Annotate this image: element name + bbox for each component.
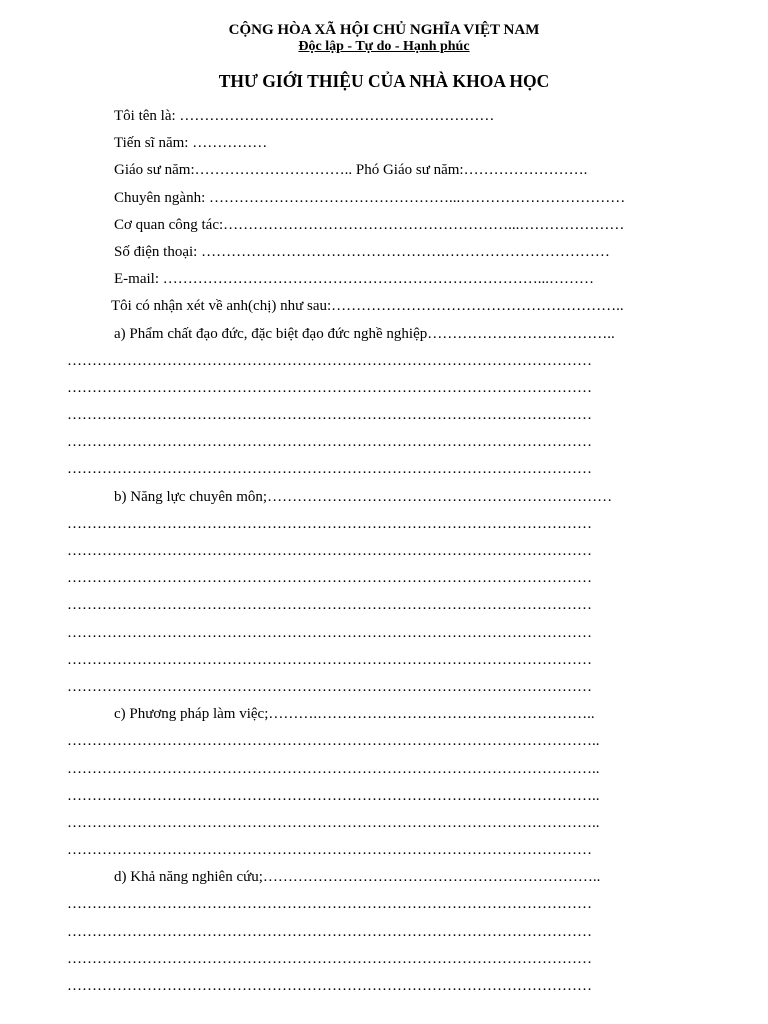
form-line-text: …………………………………………………………………………………………….. [67,814,600,831]
form-line-text: d) Khả năng nghiên cứu;………………………………………………………….. [114,869,601,886]
form-line-text: a) Phẩm chất đạo đức, đặc biệt đạo đức nghề nghiệp……………………………….. [114,325,615,342]
form-line [0,701,768,728]
form-line-text: Tôi có nhận xét về anh(chị) như sau:………………………………………………….. [111,298,624,315]
form-line [0,864,768,891]
form-line-text: …………………………………………………………………………………………… [67,570,592,587]
form-line [0,674,768,701]
form-line-text: Số điện thoại: ………………………………………….…………………………… [114,243,610,260]
form-line-text: …………………………………………………………………………………………….. [67,733,600,750]
form-line [0,130,768,157]
form-line [0,402,768,429]
form-line [0,321,768,348]
form-line [0,728,768,755]
form-line [0,266,768,293]
form-body [0,103,768,1000]
document-title: THƯ GIỚI THIỆU CỦA NHÀ KHOA HỌC [218,71,550,91]
form-line-text: …………………………………………………………………………………………… [67,624,592,641]
form-line-text: …………………………………………………………………………………………… [67,978,592,994]
form-line [0,185,768,212]
form-line [0,565,768,592]
national-motto: Độc lập - Tự do - Hạnh phúc [298,39,470,54]
form-line-text: …………………………………………………………………………………………… [67,461,592,478]
form-line-text: c) Phương pháp làm việc;……….……………………………………………….. [114,706,595,723]
form-line-text: …………………………………………………………………………………………… [67,923,592,940]
form-line-text: …………………………………………………………………………………………… [67,950,592,967]
form-line [0,239,768,266]
form-line-text: …………………………………………………………………………………………… [67,678,592,695]
form-line [0,946,768,973]
form-line [0,973,768,1000]
form-line-text: Cơ quan công tác:…………………………………………………...………………… [114,216,625,233]
form-line [0,891,768,918]
form-line [0,511,768,538]
form-line-text: …………………………………………………………………………………………… [67,896,592,913]
form-line [0,647,768,674]
form-line-text: b) Năng lực chuyên môn;…………………………………………………………… [114,488,613,505]
country-name: CỘNG HÒA XÃ HỘI CHỦ NGHĨA VIỆT NAM [228,22,540,38]
form-line [0,348,768,375]
form-line-text: Tiến sĩ năm: …………… [114,135,268,152]
form-line-text: …………………………………………………………………………………………… [67,434,592,451]
form-line [0,456,768,483]
form-line-text: E-mail: …………………………………………………………………...……… [114,271,594,288]
form-line-text: …………………………………………………………………………………………….. [67,760,600,777]
form-line-text: Tôi tên là: ……………………………………………………… [114,108,495,124]
form-line [0,375,768,402]
form-line-text: …………………………………………………………………………………………….. [67,787,600,804]
form-line-text: …………………………………………………………………………………………… [67,543,592,559]
form-line [0,837,768,864]
form-line [0,592,768,619]
form-line [0,919,768,946]
form-line [0,783,768,810]
form-line [0,157,768,184]
form-line [0,212,768,239]
form-line [0,538,768,565]
form-line [0,484,768,511]
form-line [0,756,768,783]
form-line-text: …………………………………………………………………………………………… [67,407,592,424]
form-line-text: …………………………………………………………………………………………… [67,379,592,396]
form-line [0,810,768,837]
form-line-text: …………………………………………………………………………………………… [67,515,592,532]
form-line-text: …………………………………………………………………………………………… [67,842,592,859]
form-line-text: …………………………………………………………………………………………… [67,352,592,369]
form-line [0,620,768,647]
form-line-text: …………………………………………………………………………………………… [67,597,592,614]
form-line-text: Chuyên ngành: …………………………………………...…………………………… [114,189,626,206]
form-line [0,429,768,456]
form-line [0,103,768,130]
form-line [0,293,768,320]
form-line-text: …………………………………………………………………………………………… [67,651,592,668]
form-line-text: Giáo sư năm:………………………….. Phó Giáo sư năm:……………………. [114,162,588,179]
